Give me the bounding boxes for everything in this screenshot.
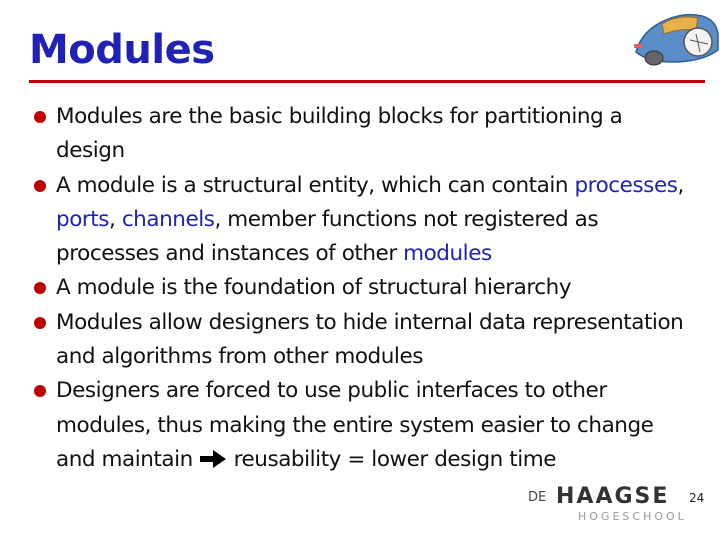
bullet-text: reusability = lower design time (227, 446, 556, 472)
logo-subtitle: HOGESCHOOL (578, 510, 687, 523)
school-logo (528, 486, 708, 536)
bullet-text: A module is the foundation of structural hierarchy (56, 275, 572, 301)
bullet-text: , member functions not registered as processes and instances of other (56, 206, 599, 267)
bullet-dot-icon (34, 282, 46, 294)
logo-name: HAAGSE (556, 484, 670, 509)
slide-title: Modules (29, 27, 215, 73)
page-number: 24 (689, 491, 705, 505)
bullet-text: Modules are the basic building blocks for partitioning a design (56, 104, 623, 164)
right-arrow-icon (199, 449, 227, 469)
bullet-item (34, 100, 694, 169)
bullet-dot-icon (34, 317, 46, 329)
bullet-item (34, 306, 694, 375)
bullet-item (34, 169, 694, 272)
bullet-text: Designers are forced to use public interfaces to other modules, thus making the entire system easier to change and maintain (56, 378, 654, 472)
bullet-dot-icon (34, 385, 46, 397)
separator: , (109, 206, 122, 232)
separator: , (677, 172, 684, 198)
car-illustration (632, 0, 720, 78)
bullet-text: Modules allow designers to hide internal data representation and algorithms from other modules (56, 309, 684, 370)
bullet-text: A module is a structural entity, which can contain (56, 172, 575, 198)
keyword-modules: modules (403, 241, 492, 267)
bullet-item (34, 271, 694, 305)
bullet-list (34, 100, 694, 477)
title-underline (29, 80, 705, 83)
keyword-ports: ports (56, 206, 110, 232)
bullet-dot-icon (34, 111, 46, 123)
bullet-dot-icon (34, 180, 46, 192)
keyword-channels: channels (121, 206, 215, 232)
keyword-processes: processes (574, 172, 678, 198)
logo-prefix: DE (528, 490, 547, 505)
bullet-item (34, 374, 694, 477)
